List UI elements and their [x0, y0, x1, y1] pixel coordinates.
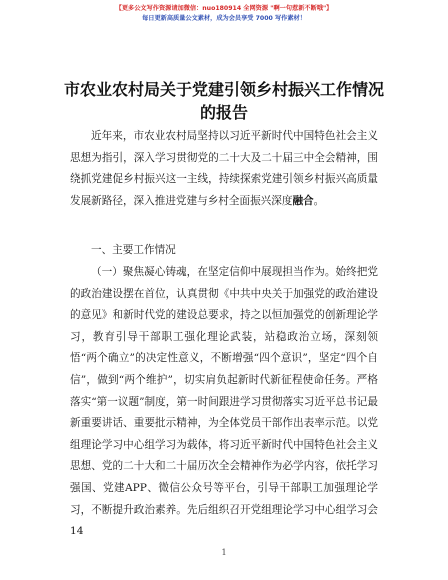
- promo-line-2: 每日更新高质量公文素材，成为会员享受 7000 写作素材！: [142, 15, 306, 22]
- title-line-1: 市农业农村局关于党建引领乡村振兴工作情况: [63, 80, 384, 99]
- title-line-2: 的报告: [199, 103, 248, 122]
- promo-banner: [0, 4, 448, 24]
- intro-bold-text: 融合: [292, 194, 314, 207]
- body-paragraph: （一）聚焦凝心铸魂，在坚定信仰中展现担当作为。始终把党的政治建设摆在首位，认真贯彻《中共中央关于加强党的政治建设的意见》和新时代党的建设总要求，持之以恒加强党的创新理论学习，教育引导干部职工强化理论武装，站稳政治立场，深刻领悟“两个确立”的决定性意义，不断增强“四个意识”，坚定“四个自信”，做到“两个维护”，切实肩负起新时代新征程使命任务。严格落实“第一议题”制度，第一时间跟进学习贯彻落实习近平总书记最新重要讲话、重要批示精神，为全体党员干部作出表率示范。以党组理论学习中心组学习为载体，将习近平新时代中国特色社会主义思想、党的二十大和二十届历次全会精神作为必学内容，依托学习强国、党建APP、微信公众号等平台，引导干部职工加强理论学习，不断提升政治素养。先后组织召开党组理论学习中心组学习会 14: [70, 266, 378, 538]
- promo-line-1: 【更多公文写作资源请加微信：nuo180914 全网资源 "啊一句惹新不断哦"】: [115, 5, 333, 12]
- intro-end: 。: [313, 194, 325, 207]
- intro-paragraph: [70, 126, 378, 212]
- document-title: [60, 78, 388, 124]
- page-number: 1: [221, 548, 227, 557]
- intro-text: 近年来，市农业农村局坚持以习近平新时代中国特色社会主义思想为指引，深入学习贯彻党的二十大及二十届三中全会精神，围绕抓党建促乡村振兴这一主线，持续探索党建引领乡村振兴高质量发展新路径，深入推进党建与乡村全面振兴深度: [70, 130, 378, 207]
- section-heading: 一、主要工作情况: [91, 244, 176, 256]
